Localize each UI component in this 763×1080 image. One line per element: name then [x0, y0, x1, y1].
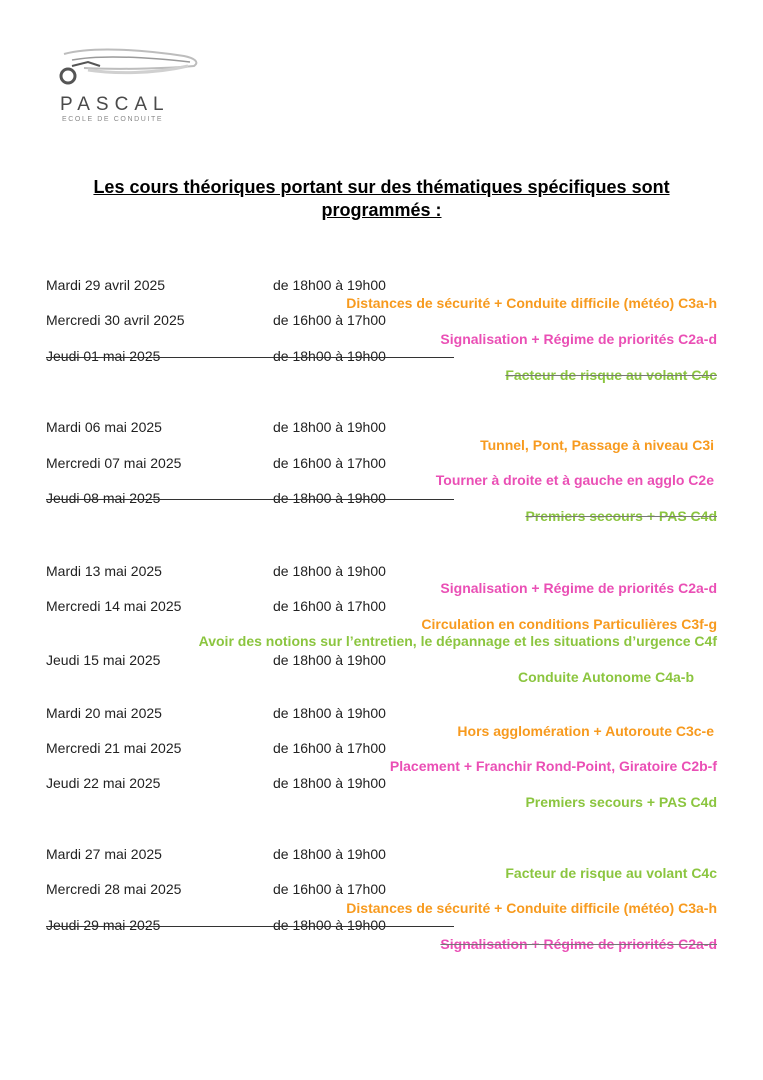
session-time: de 16h00 à 17h00: [273, 740, 386, 756]
session-date: Mardi 29 avril 2025: [46, 277, 166, 293]
schedule-row: [0, 846, 763, 864]
session-date: Mercredi 28 mai 2025: [46, 881, 182, 897]
session-time: de 18h00 à 19h00: [273, 652, 386, 668]
session-time: de 18h00 à 19h00: [273, 775, 386, 791]
session-time: de 18h00 à 19h00: [273, 917, 386, 933]
page-title: Les cours théoriques portant sur des thématiques spécifiques sont programmés :: [93, 177, 670, 220]
schedule-row-cancelled: [0, 348, 763, 366]
session-time: de 16h00 à 17h00: [273, 881, 386, 897]
session-date: Mardi 20 mai 2025: [46, 705, 162, 721]
session-topic: Hors agglomération + Autoroute C3c-e: [457, 723, 714, 739]
session-time: de 18h00 à 19h00: [273, 563, 386, 579]
session-time: de 18h00 à 19h00: [273, 490, 386, 506]
schedule-row: [0, 881, 763, 899]
session-date: Jeudi 15 mai 2025: [46, 652, 161, 668]
logo-brand: PASCAL: [60, 94, 170, 115]
session-topic: Facteur de risque au volant C4c: [505, 865, 717, 881]
session-date: Mardi 13 mai 2025: [46, 563, 162, 579]
schedule-row: [0, 277, 763, 295]
session-date: Jeudi 08 mai 2025: [46, 490, 161, 506]
session-date: Jeudi 22 mai 2025: [46, 775, 161, 791]
session-date: Mardi 27 mai 2025: [46, 846, 162, 862]
schedule-row: [0, 705, 763, 723]
session-time: de 18h00 à 19h00: [273, 419, 386, 435]
session-topic: Tunnel, Pont, Passage à niveau C3i: [480, 437, 714, 453]
schedule-row: [0, 740, 763, 758]
schedule-row: [0, 419, 763, 437]
session-topic-cancelled: Premiers secours + PAS C4d: [525, 508, 717, 524]
session-time: de 18h00 à 19h00: [273, 705, 386, 721]
session-topic: Tourner à droite et à gauche en agglo C2e: [435, 472, 714, 488]
session-topic: Signalisation + Régime de priorités C2a-d: [440, 331, 717, 347]
motorcycle-logo-icon: [54, 44, 204, 92]
session-date: Mercredi 14 mai 2025: [46, 598, 182, 614]
session-topic: Premiers secours + PAS C4d: [525, 794, 717, 810]
logo-tagline: ECOLE DE CONDUITE: [62, 116, 164, 123]
session-time: de 16h00 à 17h00: [273, 598, 386, 614]
session-date: Mercredi 07 mai 2025: [46, 455, 182, 471]
session-topic: Placement + Franchir Rond-Point, Giratoire C2b-f: [389, 758, 717, 774]
school-logo: [54, 44, 204, 128]
session-date: Mercredi 21 mai 2025: [46, 740, 182, 756]
schedule-row: [0, 775, 763, 793]
session-topic: Signalisation + Régime de priorités C2a-d: [440, 580, 717, 596]
schedule-row-cancelled: [0, 490, 763, 508]
session-topic: Conduite Autonome C4a-b: [517, 669, 694, 685]
session-date: Mardi 06 mai 2025: [46, 419, 162, 435]
session-date: Jeudi 29 mai 2025: [46, 917, 161, 933]
session-date: Jeudi 01 mai 2025: [46, 348, 161, 364]
session-topic: Circulation en conditions Particulières C3f-g: [421, 616, 717, 632]
session-date: Mercredi 30 avril 2025: [46, 312, 185, 328]
session-topic: Avoir des notions sur l’entretien, le dépannage et les situations d’urgence C4f: [198, 633, 717, 649]
schedule-row: [0, 312, 763, 330]
session-time: de 16h00 à 17h00: [273, 312, 386, 328]
strikethrough-line: [46, 357, 454, 358]
session-time: de 16h00 à 17h00: [273, 455, 386, 471]
session-topic: Distances de sécurité + Conduite difficile (météo) C3a-h: [346, 900, 717, 916]
session-topic-cancelled: Signalisation + Régime de priorités C2a-d: [440, 936, 717, 952]
session-time: de 18h00 à 19h00: [273, 277, 386, 293]
schedule-row: [0, 598, 763, 616]
strikethrough-line: [46, 926, 454, 927]
strikethrough-line: [46, 499, 454, 500]
session-time: de 18h00 à 19h00: [273, 348, 386, 364]
session-topic-cancelled: Facteur de risque au volant C4c: [505, 367, 717, 383]
session-topic: Distances de sécurité + Conduite difficile (météo) C3a-h: [346, 295, 717, 311]
schedule-row-cancelled: [0, 917, 763, 935]
session-time: de 18h00 à 19h00: [273, 846, 386, 862]
